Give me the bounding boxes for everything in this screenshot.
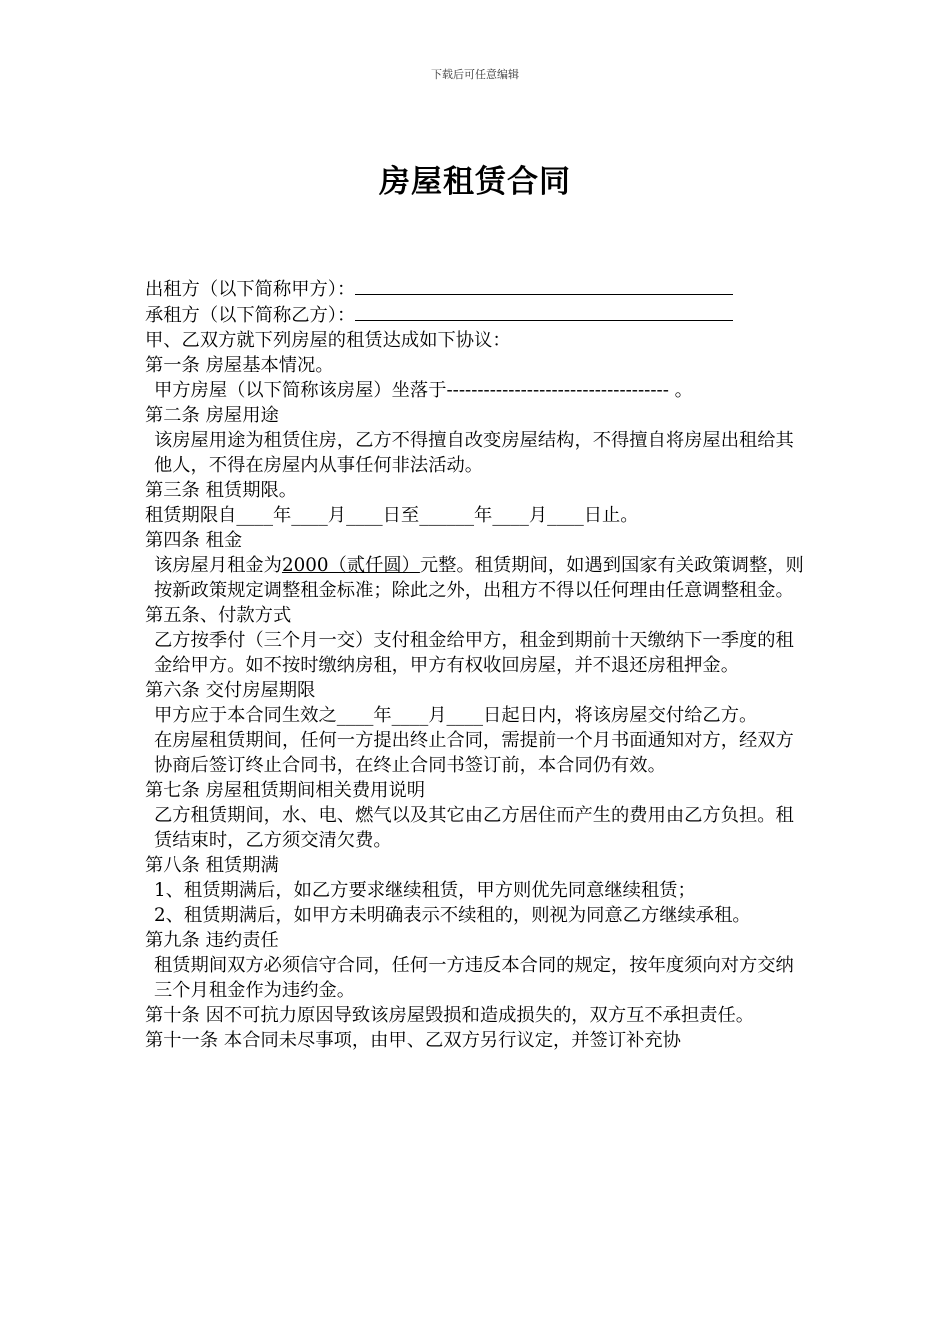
article-1-title: 第一条 房屋基本情况。 <box>145 355 334 376</box>
article-8-item-1: 1、租赁期满后，如乙方要求继续租赁，甲方则优先同意继续租赁； <box>154 880 696 901</box>
article-6-text-2: 在房屋租赁期间，任何一方提出终止合同，需提前一个月书面通知对方，经双方协商后签订终止合同书，在终止合同书签订前，本合同仍有效。 <box>154 730 794 776</box>
article-4-post: 元整。租赁期间，如遇到国家有关政策调整，则按新政策规定调整租金标准；除此之外，出租方不得以任何理由任意调整租金。 <box>154 555 804 601</box>
article-1-text-pre: 甲方房屋（以下简称该房屋）坐落于 <box>154 380 447 401</box>
contract-body <box>145 276 807 1053</box>
article-10-text: 第十条 因不可抗力原因导致该房屋毁损和造成损失的，双方互不承担责任。 <box>145 1005 755 1026</box>
article-11-text: 第十一条 本合同未尽事项，由甲、乙双方另行议定，并签订补充协 <box>145 1030 681 1051</box>
rent-amount: 2000（贰仟圆） <box>281 555 420 576</box>
article-5-title: 第五条、付款方式 <box>145 605 292 626</box>
article-3-text: 租赁期限自____年____月____日至______年____月____日止。 <box>145 505 639 526</box>
article-2-text: 该房屋用途为租赁住房，乙方不得擅自改变房屋结构，不得擅自将房屋出租给其他人，不得在房屋内从事任何非法活动。 <box>154 430 794 476</box>
document-title: 房屋租赁合同 <box>379 164 571 200</box>
intro-text: 甲、乙双方就下列房屋的租赁达成如下协议： <box>145 330 511 351</box>
header-note: 下载后可任意编辑 <box>431 68 519 81</box>
article-1-text-post: 。 <box>668 380 693 401</box>
article-8-item-2: 2、租赁期满后，如甲方未明确表示不续租的，则视为同意乙方继续承租。 <box>154 905 751 926</box>
article-1-text <box>145 378 807 403</box>
article-4-title: 第四条 租金 <box>145 530 243 551</box>
article-5-text: 乙方按季付（三个月一交）支付租金给甲方，租金到期前十天缴纳下一季度的租金给甲方。如不按时缴纳房租，甲方有权收回房屋，并不退还房租押金。 <box>154 630 794 676</box>
article-4-pre: 该房屋月租金为 <box>154 555 282 576</box>
address-placeholder: ------------------------------------ <box>446 380 669 401</box>
article-2-title: 第二条 房屋用途 <box>145 405 279 426</box>
lessor-fill-line <box>355 276 733 295</box>
article-4-text <box>145 553 807 603</box>
article-6-text-1: 甲方应于本合同生效之____年____月____日起日内，将该房屋交付给乙方。 <box>154 705 758 726</box>
article-9-text: 租赁期间双方必须信守合同，任何一方违反本合同的规定，按年度须向对方交纳三个月租金作为违约金。 <box>154 955 794 1001</box>
lessor-label: 出租方（以下简称甲方）： <box>145 279 356 300</box>
lessee-fill-line <box>355 302 733 321</box>
article-9-title: 第九条 违约责任 <box>145 930 279 951</box>
article-7-text: 乙方租赁期间，水、电、燃气以及其它由乙方居住而产生的费用由乙方负担。租赁结束时，乙方须交清欠费。 <box>154 805 794 851</box>
article-7-title: 第七条 房屋租赁期间相关费用说明 <box>145 780 426 801</box>
lessee-line <box>145 302 807 328</box>
article-8-title: 第八条 租赁期满 <box>145 855 279 876</box>
article-6-title: 第六条 交付房屋期限 <box>145 680 316 701</box>
lessee-label: 承租方（以下简称乙方）： <box>145 305 356 326</box>
article-3-title: 第三条 租赁期限。 <box>145 480 298 501</box>
lessor-line <box>145 276 807 302</box>
